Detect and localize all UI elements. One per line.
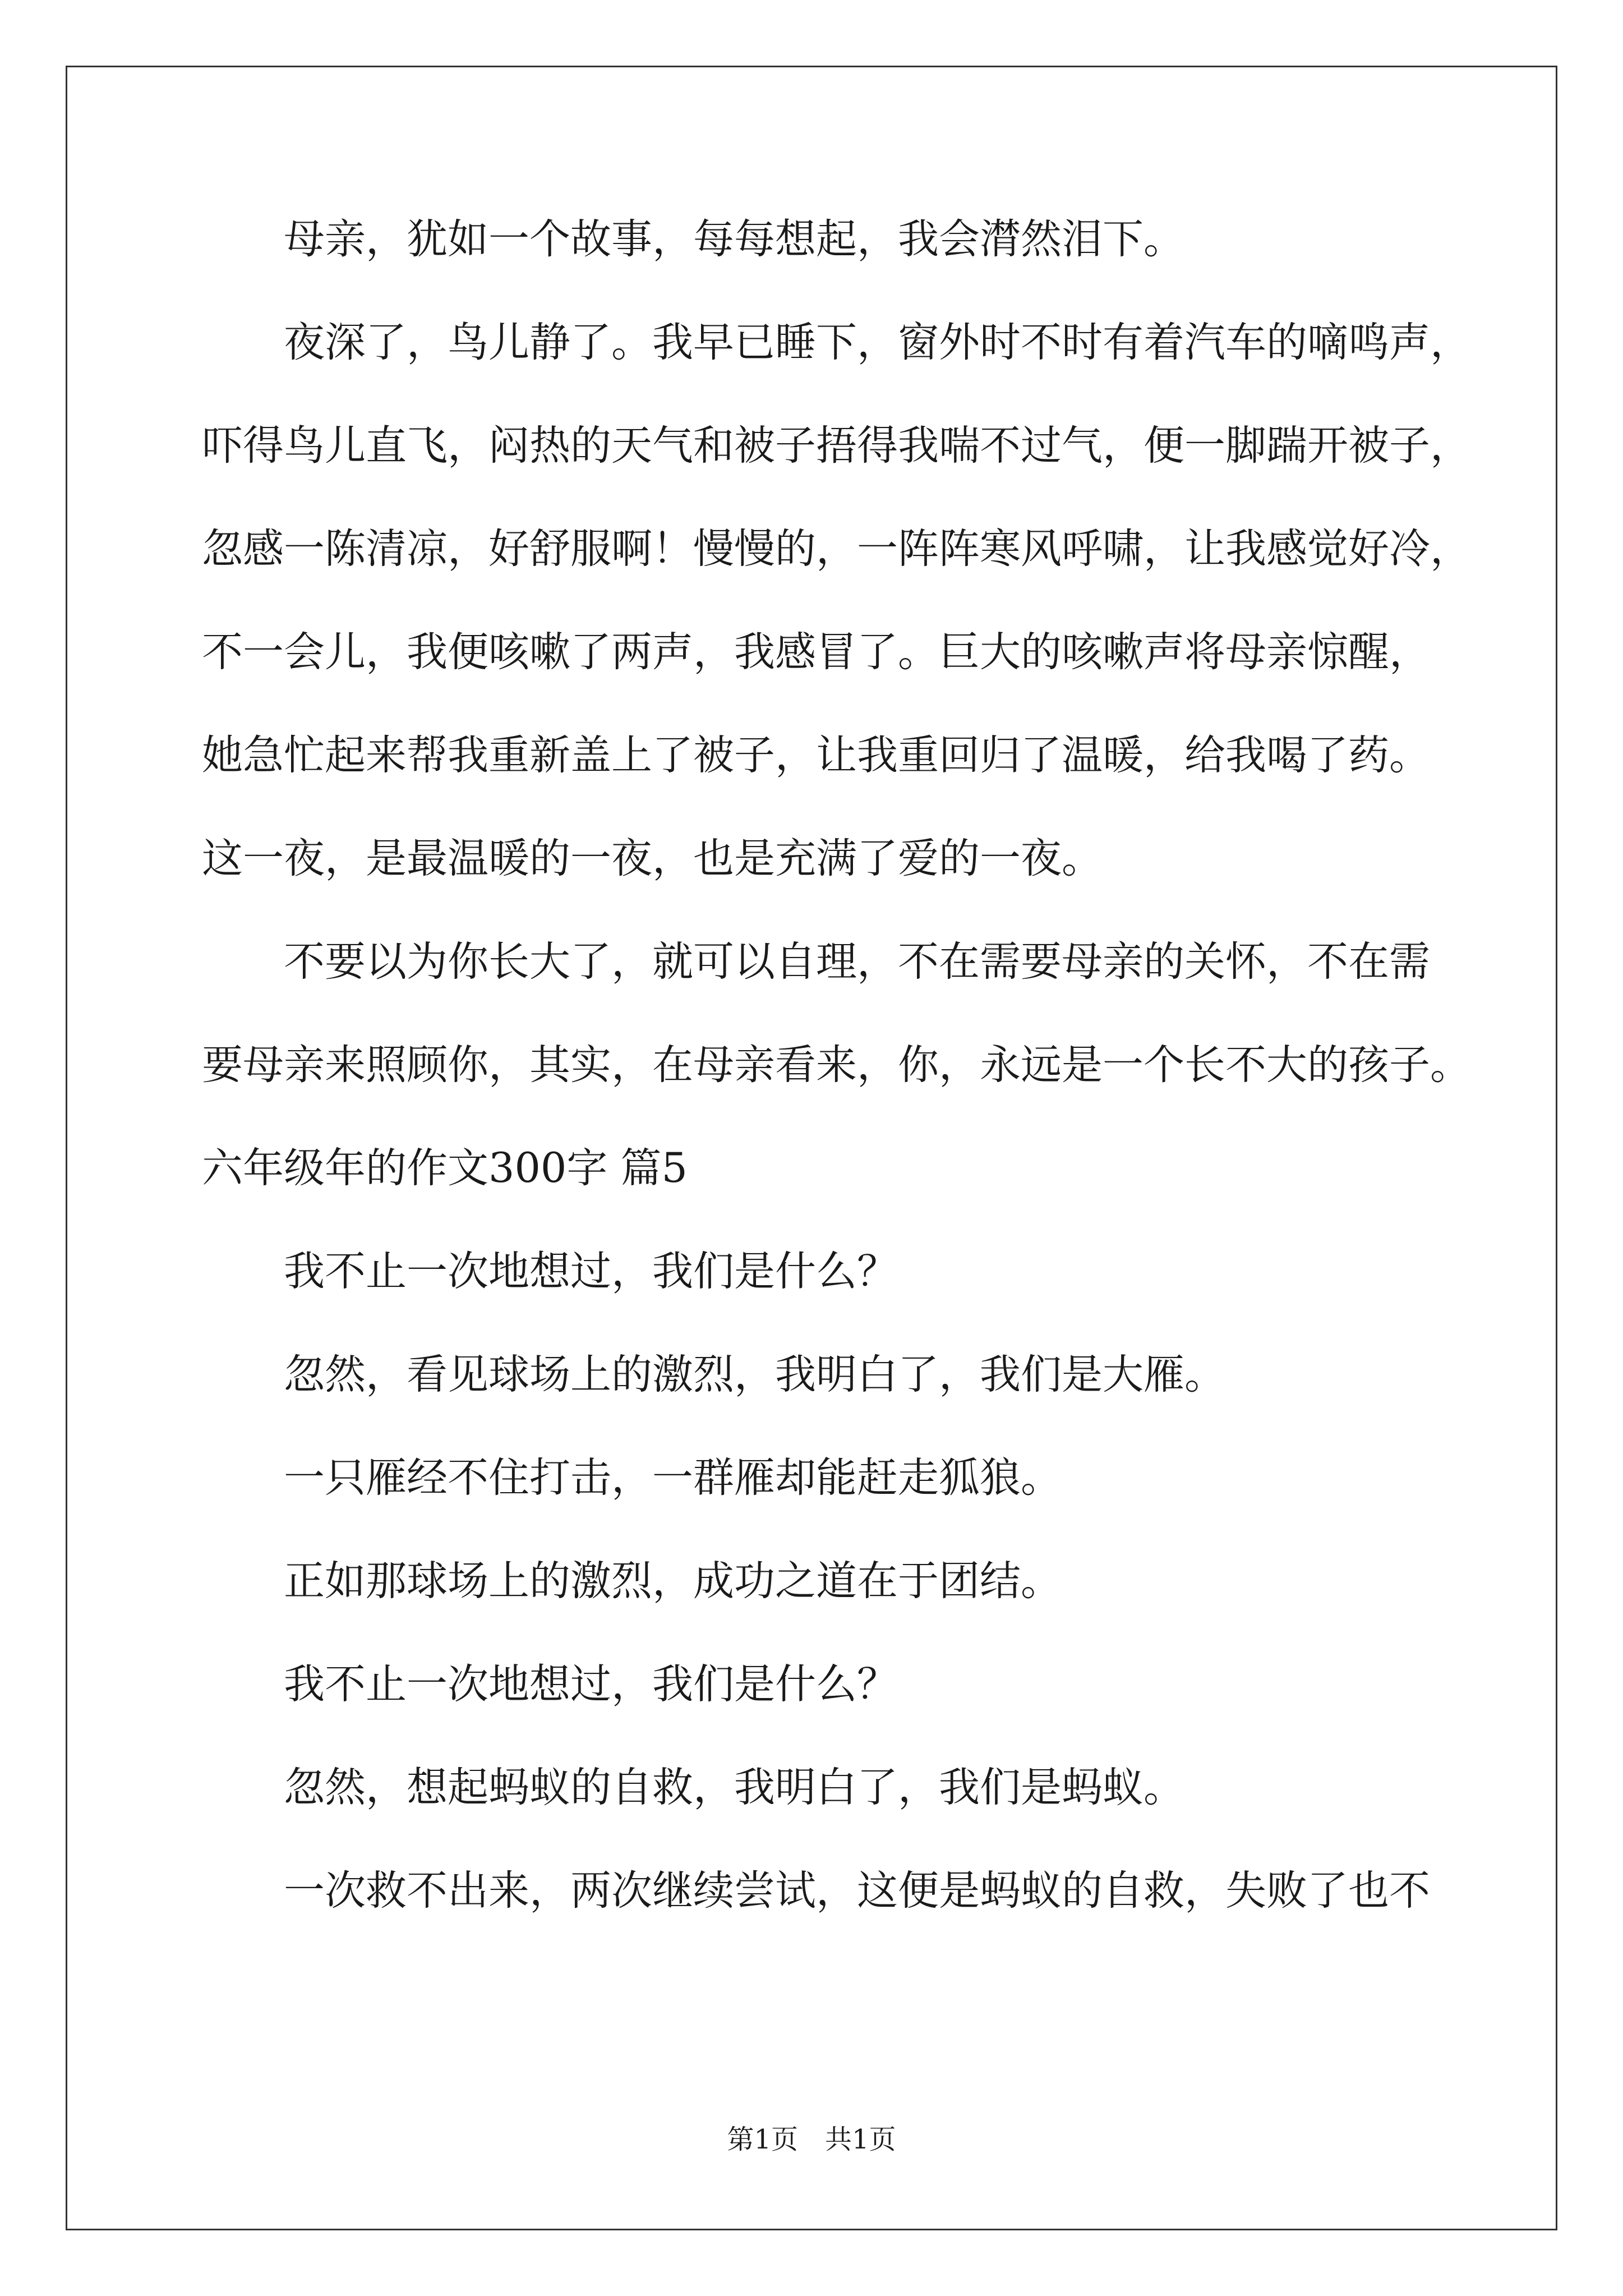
- paragraph-line: 吓得鸟儿直飞，闷热的天气和被子捂得我喘不过气，便一脚踹开被子，: [202, 422, 1471, 470]
- paragraph-line: 她急忙起来帮我重新盖上了被子，让我重回归了温暖，给我喝了药。: [202, 731, 1430, 779]
- paragraph-line: 夜深了，鸟儿静了。我早已睡下，窗外时不时有着汽车的嘀鸣声，: [284, 319, 1471, 366]
- paragraph-line: 一次救不出来，两次继续尝试，这便是蚂蚁的自救，失败了也不: [284, 1867, 1430, 1915]
- section-heading: 六年级年的作文300字 篇5: [202, 1144, 688, 1192]
- paragraph-line: 我不止一次地想过，我们是什么？: [284, 1660, 898, 1708]
- page-number: 第1页 共1页: [727, 2124, 896, 2155]
- paragraph-line: 正如那球场上的激烈，成功之道在于团结。: [284, 1557, 1062, 1605]
- paragraph-line: 忽感一陈清凉，好舒服啊！慢慢的，一阵阵寒风呼啸，让我感觉好冷，: [202, 525, 1471, 573]
- paragraph-line: 一只雁经不住打击，一群雁却能赶走狐狼。: [284, 1454, 1062, 1502]
- paragraph-line: 忽然，看见球场上的激烈，我明白了，我们是大雁。: [284, 1351, 1225, 1398]
- paragraph-line: 要母亲来照顾你，其实，在母亲看来，你，永远是一个长不大的孩子。: [202, 1041, 1471, 1089]
- paragraph-line: 不要以为你长大了，就可以自理，不在需要母亲的关怀，不在需: [284, 938, 1430, 986]
- paragraph-line: 母亲，犹如一个故事，每每想起，我会潸然泪下。: [284, 215, 1184, 263]
- document-body: [202, 215, 1471, 1973]
- paragraph-line: 这一夜，是最温暖的一夜，也是充满了爱的一夜。: [202, 835, 1103, 882]
- paragraph-line: 忽然，想起蚂蚁的自救，我明白了，我们是蚂蚁。: [284, 1764, 1184, 1811]
- paragraph-line: 不一会儿，我便咳嗽了两声，我感冒了。巨大的咳嗽声将母亲惊醒，: [202, 628, 1430, 676]
- paragraph-line: 我不止一次地想过，我们是什么？: [284, 1248, 898, 1295]
